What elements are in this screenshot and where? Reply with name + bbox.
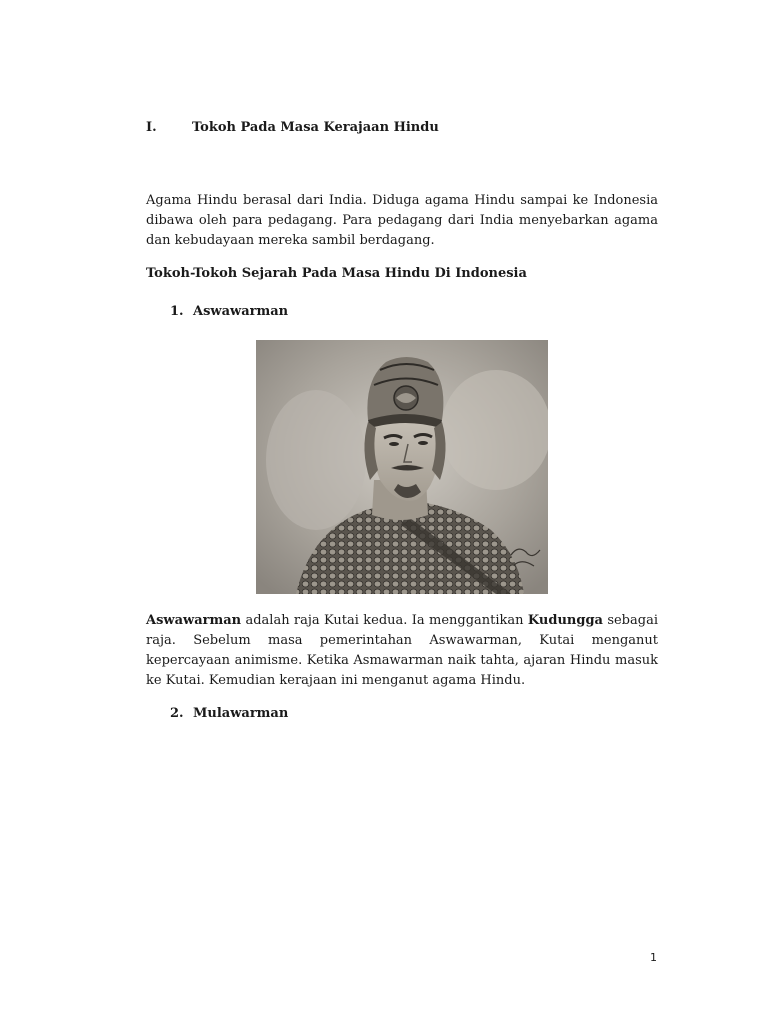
list-item-aswawarman bbox=[170, 304, 288, 319]
intro-paragraph bbox=[146, 191, 658, 251]
page-number: 1 bbox=[650, 951, 657, 964]
list-item-name: Mulawarman bbox=[193, 706, 289, 721]
subheading: Tokoh-Tokoh Sejarah Pada Masa Hindu Di Indonesia bbox=[146, 266, 527, 281]
description-part-2: sebagai raja. Sebelum masa pemerintahan Aswawarman, Kutai menganut kepercayaan animisme. Ketika Asmawarman naik tahta, ajaran Hindu masuk ke Kutai. Kemudian kerajaan ini menganut agama Hindu. bbox=[146, 613, 658, 688]
list-item-mulawarman bbox=[170, 706, 288, 721]
section-number: I. bbox=[146, 120, 157, 135]
description-part-1: adalah raja Kutai kedua. Ia menggantikan bbox=[241, 613, 528, 628]
aswawarman-paragraph bbox=[146, 611, 658, 691]
bold-name-aswawarman: Aswawarman bbox=[146, 613, 242, 628]
bold-name-kudungga: Kudungga bbox=[527, 613, 603, 628]
intro-text: Agama Hindu berasal dari India. Diduga agama Hindu sampai ke Indonesia dibawa oleh para pedagang. Para pedagang dari India menyebarkan agama dan kebudayaan mereka sambil berdagang. bbox=[146, 193, 658, 248]
list-item-number: 2. bbox=[170, 706, 184, 721]
list-item-number: 1. bbox=[170, 304, 184, 319]
section-heading bbox=[146, 120, 439, 135]
list-item-name: Aswawarman bbox=[193, 304, 289, 319]
aswawarman-description bbox=[146, 611, 658, 691]
section-title: Tokoh Pada Masa Kerajaan Hindu bbox=[192, 120, 439, 135]
aswawarman-portrait bbox=[256, 340, 548, 594]
